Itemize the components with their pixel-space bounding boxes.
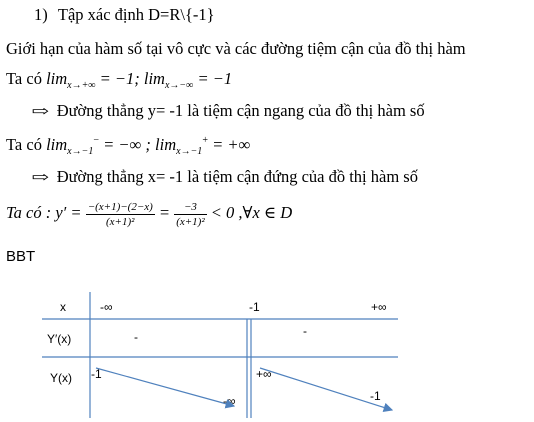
vertical-asymptote-text: Đường thẳng x= -1 là tiệm cận đứng của đồ thị hàm số [56,167,418,186]
lim-subscript: x→−∞ [164,80,194,91]
derivative-lead: Ta có : y′ = [6,203,82,222]
horizontal-asymptote-text: Đường thẳng y= -1 là tiệm cận ngang của đồ thị hàm số [56,101,425,120]
row-label-function: Y(x) [50,371,72,385]
fraction-numerator: −3 [174,201,206,215]
right-arrow-icon: ⇨ [31,104,50,120]
x-pos-infinity: +∞ [371,300,387,314]
lim-subscript: x→+∞ [67,80,96,91]
lead-text: Ta có [6,135,42,154]
lim-subscript: x→−1 [67,146,94,157]
limits-heading: Giới hạn của hàm số tại vô cực và các đường tiệm cận của đồ thị hàm [6,39,466,58]
derivative-sign-left: - [134,330,138,344]
lim-value: = −1 [197,69,233,88]
domain-label: Tập xác định D=R\{-1} [57,5,215,24]
x-neg-infinity: -∞ [100,300,113,314]
lim-symbol: lim [46,135,68,154]
lim-symbol: lim [155,135,177,154]
decreasing-arrow-left [96,368,234,406]
section-number: 1) [34,5,48,24]
lead-text: Ta có [6,69,42,88]
row-label-x: x [60,300,66,314]
lim-superscript: + [202,135,208,146]
right-arrow-icon: ⇨ [31,170,50,186]
lim-superscript: − [93,135,99,146]
y-left-start: -1 [91,367,102,381]
y-right-start: +∞ [256,367,272,381]
fraction-denominator: (x+1)² [176,215,205,228]
y-right-end: -1 [370,389,381,403]
fraction-numerator: −(x+1)−(2−x) [87,200,153,213]
lim-value: = −∞ ; [103,135,151,154]
equals-sign: = [158,203,171,222]
lim-value: = −1; [99,69,140,88]
derivative-conclusion: < 0 ,∀x ∈ D [210,203,293,222]
lim-subscript: x→−1 [176,146,203,157]
row-label-derivative: Y′(x) [47,332,72,346]
fraction-denominator: (x+1)² [106,215,135,228]
derivative-sign-right: - [303,324,307,338]
lim-symbol: lim [46,69,68,88]
bbt-title: BBT [6,248,36,265]
y-left-end: -∞ [223,394,236,408]
lim-symbol: lim [143,69,165,88]
x-pole: -1 [249,300,260,314]
lim-value: = +∞ [212,135,251,154]
